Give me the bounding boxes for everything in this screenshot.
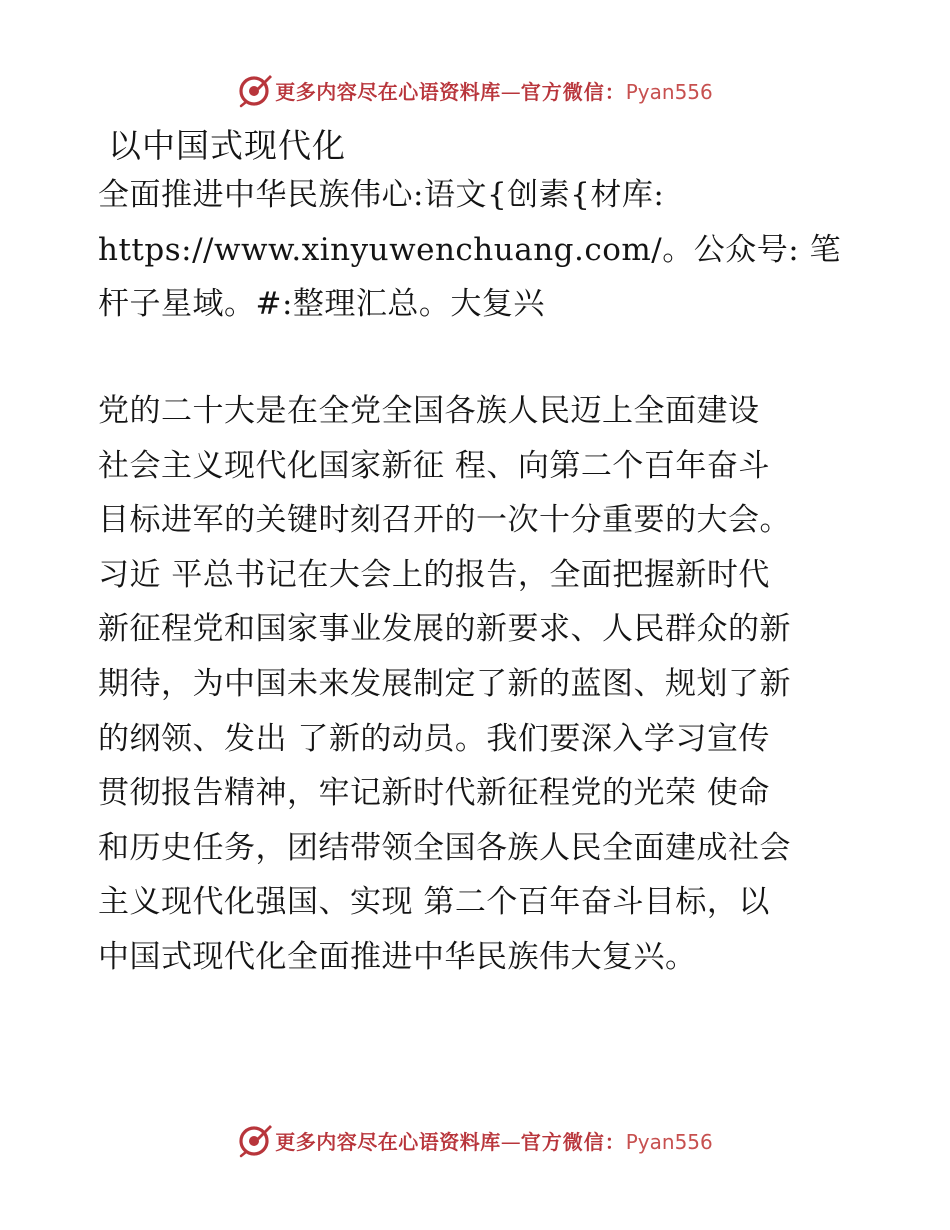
paragraph-line: 的纲领、发出 了新的动员。我们要深入学习宣传 (98, 720, 770, 757)
quill-logo-icon (237, 72, 273, 108)
footer-banner (0, 1120, 950, 1160)
header-banner (0, 70, 950, 110)
paragraph-1 (98, 168, 858, 332)
banner-text (275, 1126, 713, 1155)
paragraph-line: 党的二十大是在全党全国各族人民迈上全面建设 (98, 393, 760, 429)
banner-dash: — (500, 79, 521, 104)
banner-text (275, 76, 713, 105)
banner-wechat-id: Pyan556 (625, 79, 713, 104)
paragraph-line: 全面推进中华民族伟心:语文{创素{材库: (98, 177, 665, 213)
paragraph-line: 杆子星域。#:整理汇总。大复兴 (98, 286, 545, 323)
paragraph-line: 期待，为中国未来发展制定了新的蓝图、规划了新 (98, 665, 791, 702)
paragraph-line: 目标进军的关键时刻召开的一次十分重要的大会。 (98, 502, 791, 539)
banner-site-text: 更多内容尽在心语资料库 (275, 79, 501, 104)
banner-site-text: 更多内容尽在心语资料库 (275, 1129, 501, 1154)
paragraph-line: 中国式现代化全面推进中华民族伟大复兴。 (98, 938, 697, 975)
quill-logo-icon (237, 1122, 273, 1158)
paragraph-line: https://www.xinyuwenchuang.com/。公众号: 笔 (98, 231, 842, 268)
banner-official-label: 官方微信： (520, 79, 626, 104)
paragraph-line: 社会主义现代化国家新征 程、向第二个百年奋斗 (98, 447, 770, 484)
document-title: 以中国式现代化 (108, 126, 346, 165)
paragraph-line: 贯彻报告精神，牢记新时代新征程党的光荣 使命 (98, 775, 770, 812)
banner-official-label: 官方微信： (520, 1129, 626, 1154)
paragraph-2 (98, 384, 858, 985)
paragraph-line: 主义现代化强国、实现 第二个百年奋斗目标，以 (98, 884, 770, 921)
paragraph-line: 和历史任务，团结带领全国各族人民全面建成社会 (98, 829, 791, 866)
banner-wechat-id: Pyan556 (625, 1129, 713, 1154)
paragraph-line: 习近 平总书记在大会上的报告，全面把握新时代 (98, 556, 770, 593)
paragraph-line: 新征程党和国家事业发展的新要求、人民群众的新 (98, 611, 791, 648)
banner-dash: — (500, 1129, 521, 1154)
